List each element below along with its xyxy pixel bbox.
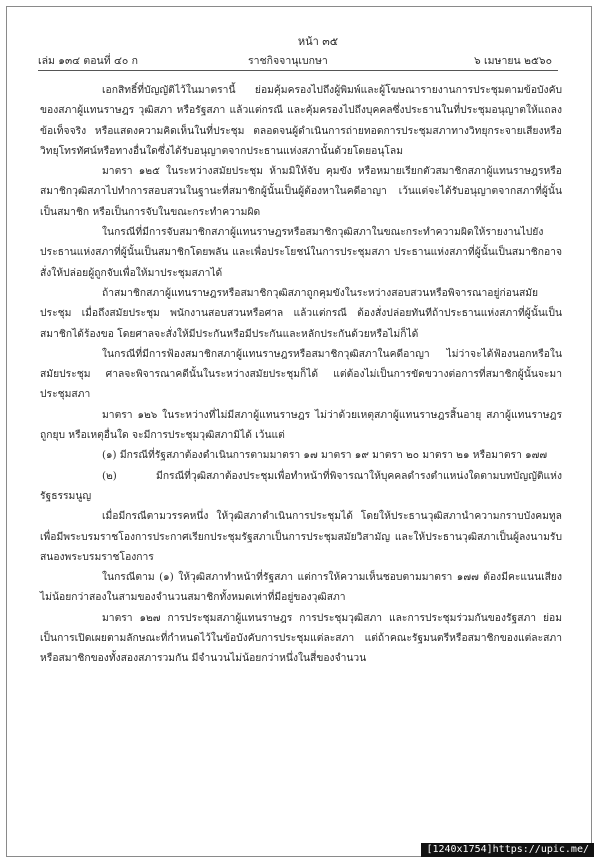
paragraph-criminal-prosecution: ในกรณีที่มีการฟ้องสมาชิกสภาผู้แทนราษฎรหรือสมาชิกวุฒิสภาในคดีอาญา ไม่ว่าจะได้ฟ้องนอกหรือในสมัยประชุม ศาลจะพิจารณาคดีนั้นในระหว่างสมัยประชุมก็ได้ แต่ต้องไม่เป็นการขัดขวางต่อการที่สมาชิกผู้นั้นจะมาประชุมสภา bbox=[40, 347, 562, 401]
paragraph-section-127: มาตรา ๑๒๗ การประชุมสภาผู้แทนราษฎร การประชุมวุฒิสภา และการประชุมร่วมกันของรัฐสภา ย่อมเป็นการเปิดเผยตามลักษณะที่กำหนดไว้ในข้อบังคับการประชุมแต่ละสภา แต่ถ้าคณะรัฐมนตรีหรือสมาชิกของแต่ละสภา หรือสมาชิกของทั้งสองสภารวมกัน มีจำนวนไม่น้อยกว่าหนึ่งในสี่ของจำนวน bbox=[40, 611, 562, 665]
paragraph-item-1: (๑) มีกรณีที่รัฐสภาต้องดำเนินการตามมาตรา ๑๗ มาตรา ๑๙ มาตรา ๒๐ มาตรา ๒๑ หรือมาตรา ๑๗๗ bbox=[102, 449, 548, 462]
header-rule bbox=[38, 70, 558, 71]
paragraph-arrest-report: ในกรณีที่มีการจับสมาชิกสภาผู้แทนราษฎรหรือสมาชิกวุฒิสภาในขณะกระทำความผิดให้รายงานไปยังประธานแห่งสภาที่ผู้นั้นเป็นสมาชิกโดยพลัน และเพื่อประโยชน์ในการประชุมสภา ประธานแห่งสภาที่ผู้นั้นเป็นสมาชิกอาจสั่งให้ปล่อยผู้ถูกจับเพื่อให้มาประชุมสภาได้ bbox=[40, 226, 562, 279]
paragraph-senate-vote: ในกรณีตาม (๑) ให้วุฒิสภาทำหน้าที่รัฐสภา แต่การให้ความเห็นชอบตามมาตรา ๑๗๗ ต้องมีคะแนนเสียงไม่น้อยกว่าสองในสามของจำนวนสมาชิกทั้งหมดเท่าที่มีอยู่ของวุฒิสภา bbox=[40, 571, 562, 604]
page-number: หน้า ๓๕ bbox=[297, 35, 339, 48]
gazette-header bbox=[38, 52, 552, 68]
publication-title: ราชกิจจานุเบกษา bbox=[248, 55, 328, 67]
watermark-tag: [1240x1754]https://upic.me/ bbox=[421, 843, 594, 857]
publication-date: ๖ เมษายน ๒๕๖๐ bbox=[474, 55, 552, 67]
paragraph-privilege-scope: เอกสิทธิ์ที่บัญญัติไว้ในมาตรานี้ ย่อมคุ้มครองไปถึงผู้พิมพ์และผู้โฆษณารายงานการประชุมตามข้อบังคับของสภาผู้แทนราษฎร วุฒิสภา หรือรัฐสภา แล้วแต่กรณี และคุ้มครองไปถึงบุคคลซึ่งประธานในที่ประชุมอนุญาตให้แถลงข้อเท็จจริง หรือแสดงความคิดเห็นในที่ประชุม ตลอดจนผู้ดำเนินการถ่ายทอดการประชุมสภาทางวิทยุกระจายเสียงหรือวิทยุโทรทัศน์หรือทางอื่นใดซึ่งได้รับอนุญาตจากประธานแห่งสภานั้นด้วยโดยอนุโลม bbox=[40, 84, 562, 157]
volume-info: เล่ม ๑๓๔ ตอนที่ ๔๐ ก bbox=[38, 55, 139, 67]
paragraph-detention-release: ถ้าสมาชิกสภาผู้แทนราษฎรหรือสมาชิกวุฒิสภาถูกคุมขังในระหว่างสอบสวนหรือพิจารณาอยู่ก่อนสมัยประชุม เมื่อถึงสมัยประชุม พนักงานสอบสวนหรือศาล แล้วแต่กรณี ต้องสั่งปล่อยทันทีถ้าประธานแห่งสภาที่ผู้นั้นเป็นสมาชิกได้ร้องขอ โดยศาลจะสั่งให้มีประกันหรือมีประกันและหลักประกันด้วยหรือไม่ก็ได้ bbox=[40, 286, 562, 340]
document-body bbox=[40, 80, 562, 669]
paragraph-item-2: (๒) มีกรณีที่วุฒิสภาต้องประชุมเพื่อทำหน้าที่พิจารณาให้บุคคลดำรงตำแหน่งใดตามบทบัญญัติแห่งรัฐธรรมนูญ bbox=[40, 469, 562, 502]
paragraph-section-125: มาตรา ๑๒๕ ในระหว่างสมัยประชุม ห้ามมิให้จับ คุมขัง หรือหมายเรียกตัวสมาชิกสภาผู้แทนราษฎรหรือสมาชิกวุฒิสภาไปทำการสอบสวนในฐานะที่สมาชิกผู้นั้นเป็นผู้ต้องหาในคดีอาญา เว้นแต่จะได้รับอนุญาตจากสภาที่ผู้นั้นเป็นสมาชิก หรือเป็นการจับในขณะกระทำความผิด bbox=[40, 165, 562, 218]
paragraph-section-126: มาตรา ๑๒๖ ในระหว่างที่ไม่มีสภาผู้แทนราษฎร ไม่ว่าด้วยเหตุสภาผู้แทนราษฎรสิ้นอายุ สภาผู้แทนราษฎรถูกยุบ หรือเหตุอื่นใด จะมีการประชุมวุฒิสภามิได้ เว้นแต่ bbox=[40, 408, 562, 442]
paragraph-senate-session: เมื่อมีกรณีตามวรรคหนึ่ง ให้วุฒิสภาดำเนินการประชุมได้ โดยให้ประธานวุฒิสภานำความกราบบังคมทูลเพื่อมีพระบรมราชโองการประกาศเรียกประชุมรัฐสภาเป็นการประชุมสมัยวิสามัญ และให้ประธานวุฒิสภาเป็นผู้ลงนามรับสนองพระบรมราชโองการ bbox=[40, 510, 562, 563]
